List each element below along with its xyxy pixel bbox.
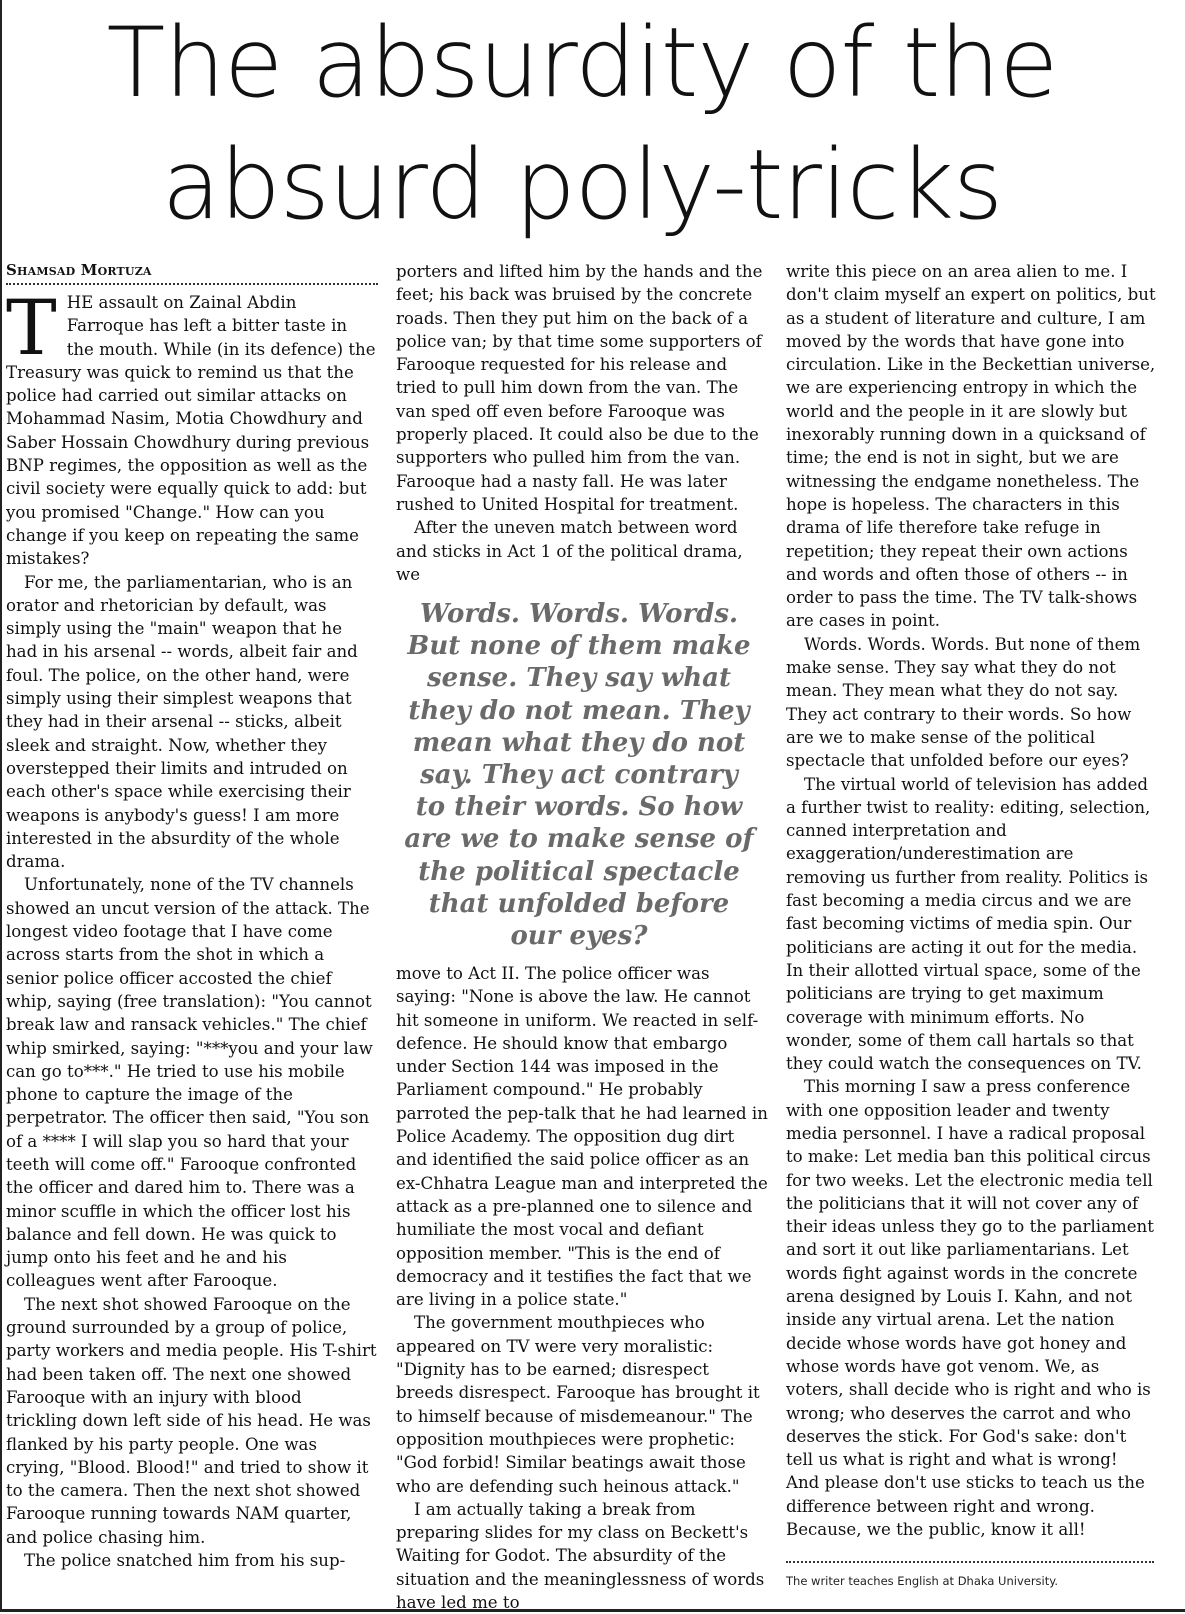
paragraph: After the uneven match between word and sticks in Act 1 of the political drama, we [396,518,743,584]
paragraph: The next shot showed Farooque on the ground surrounded by a group of police, party workers and media people. His T-shirt had been taken off. The next one showed Farooque with an injury with blood trickling down left side of his head. He was flanked by his party people. One was crying, "Blood. Blood!" and tried to show it to the camera. Then the next shot showed Farooque running towards NAM quarter, and police chasing him. [6,1294,377,1547]
paragraph: I am actually taking a break from preparing slides for my class on Beckett's Waiting for Godot. The absurdity of the situation and the meaninglessness of words have led me to [396,1499,765,1613]
author-footnote: The writer teaches English at Dhaka University. [786,1574,1059,1588]
paragraph: porters and lifted him by the hands and the feet; his back was bruised by the concrete roads. Then they put him on the back of a police van; by that time some supporters of Farooque requested for his release and tried to pull him down from the van. The van sped off even before Farooque was properly placed. It could also be due to the supporters who pulled him from the van. Farooque had a nasty fall. He was later rushed to United Hospital for treatment. [396,262,763,514]
column-2-top [396,260,768,586]
footnote-divider [786,1561,1154,1563]
paragraph: Unfortunately, none of the TV channels showed an uncut version of the attack. The longest video footage that I have come across starts from the shot in which a senior police officer accosted the chief whip, saying (free translation): "You cannot break law and ransack vehicles." The chief whip smirked, saying: "***you and your law can go to***." He tried to use his mobile phone to capture the image of the perpetrator. The officer then said, "You son of a **** I will slap you so hard that your teeth will come off." Farooque confronted the officer and dared him to. There was a minor scuffle in which the officer lost his balance and fell down. He was quick to jump onto his feet and he and his colleagues went after Farooque. [6,875,373,1291]
byline-author: Shamsad Mortuza [6,261,152,279]
paragraph: write this piece on an area alien to me. I don't claim myself an expert on politics, but as a student of literature and culture, I am moved by the words that have gone into circulation. Like in the Beckettian universe, we are experiencing entropy in which the world and the people in it are slowly but inexorably running down in a quicksand of time; the end is not in sight, but we are witnessing the endgame nonetheless. The hope is hopeless. The characters in this drama of life therefore take refuge in repetition; they repeat their own actions and words and often those of others -- in order to pass the time. The TV talk-shows are cases in point. [786,262,1156,631]
paragraph: move to Act II. The police officer was saying: "None is above the law. He cannot hit someone in uniform. We reacted in self-defence. He should know that embargo under Section 144 was imposed in the Parliament compound." He probably parroted the pep-talk that he had learned in Police Academy. The opposition dug dirt and identified the said police officer as an ex-Chhatra League man and interpreted the attack as a pre-planned one to silence and humiliate the most vocal and defiant opposition member. "This is the end of democracy and it testifies the fact that we are living in a police state." [396,964,768,1310]
headline-line-2: absurd poly-tricks [161,129,1003,241]
headline [2,0,1162,246]
headline-line-1: The absurdity of the [106,7,1058,119]
paragraph-text: HE assault on Zainal Abdin Farroque has left a bitter taste in the mouth. While (in its defence) the Treasury was quick to remind us that the police had carried out similar attacks on Mohammad Nasim, Motia Chowdhury and Saber Hossain Chowdhury during previous BNP regimes, the opposition as well as the civil society were equally quick to add: but you promised "Change." How can you change if you keep on repeating the same mistakes? [6,293,376,569]
paragraph [6,283,378,571]
pull-quote: Words. Words. Words. But none of them make sense. They say what they do not mean. They mean what they do not say. They act contrary to their words. So how are we to make sense of the political spectacle that unfolded before our eyes? [404,599,754,952]
paragraph: For me, the parliamentarian, who is an orator and rhetorician by default, was simply using the "main" weapon that he had in his arsenal -- words, albeit fair and foul. The police, on the other hand, were simply using their simplest weapons that they had in their arsenal -- sticks, albeit sleek and straight. Now, whether they overstepped their limits and intruded on each other's space while exercising their weapons is anybody's guess! I am more interested in the absurdity of the whole drama. [6,572,358,872]
column-1 [6,260,378,1572]
column-2-bottom [396,962,768,1614]
paragraph: Words. Words. Words. But none of them make sense. They say what they do not mean. They mean what they do not say. They act contrary to their words. So how are we to make sense of the political spectacle that unfolded before our eyes? [786,634,1141,771]
drop-cap: T [6,283,57,372]
paragraph: This morning I saw a press conference with one opposition leader and twenty media personnel. I have a radical proposal to make: Let media ban this political circus for two weeks. Let the electronic media tell the politicians that it will not cover any of their ideas unless they go to the parliament and sort it out like parliamentarians. Let words fight against words in the concrete arena designed by Louis I. Kahn, and not inside any virtual arena. Let the nation decide whose words have got honey and whose words have got venom. We, as voters, shall decide who is right and who is wrong; who deserves the carrot and who deserves the stick. For God's sake: don't tell us what is right and what is wrong! And please don't use sticks to teach us the difference between right and wrong. Because, we the public, know it all! [786,1077,1154,1540]
paragraph: The police snatched him from his sup- [24,1551,346,1571]
paragraph: The virtual world of television has added a further twist to reality: editing, selection, canned interpretation and exaggeration/underestimation are removing us further from reality. Politics is fast becoming a media circus and we are fast becoming victims of media spin. Our politicians are acting it out for the media. In their allotted virtual space, some of the politicians are trying to get maximum coverage with minimum efforts. No wonder, some of them call hartals so that they could watch the consequences on TV. [786,774,1151,1074]
paragraph: The government mouthpieces who appeared on TV were very moralistic: "Dignity has to be earned; disrespect breeds disrespect. Farooque has brought it to himself because of misdemeanour." The opposition mouthpieces were prophetic: "God forbid! Similar beatings await those who are defending such heinous attack." [396,1313,760,1496]
column-3 [786,260,1156,1541]
byline [6,260,378,285]
